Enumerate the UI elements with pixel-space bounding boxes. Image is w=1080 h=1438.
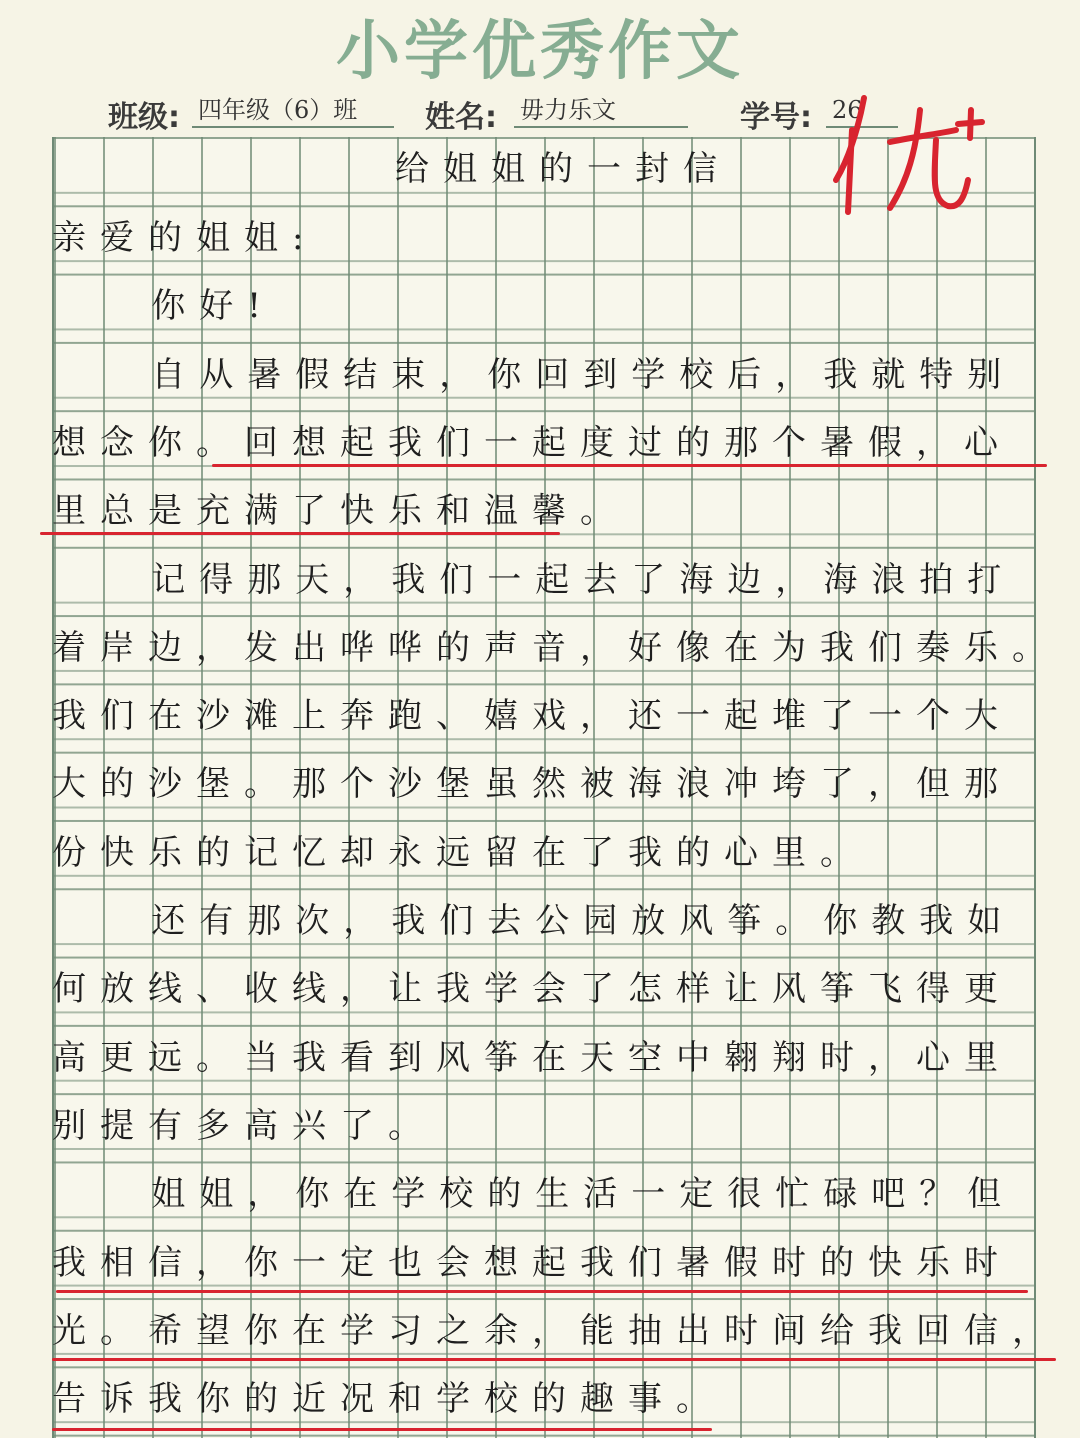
essay-line: 姐姐，你在学校的生活一定很忙碌吧？但 — [52, 1174, 1016, 1215]
red-underline — [56, 1290, 1028, 1293]
essay-title: 给姐姐的一封信 — [395, 149, 731, 189]
red-underline — [40, 532, 560, 535]
essay-line: 记得那天，我们一起去了海边，海浪拍打 — [52, 559, 1016, 600]
number-value: 26 — [826, 94, 898, 128]
essay-line: 你好! — [52, 286, 275, 327]
essay-line: 别提有多高兴了。 — [52, 1105, 436, 1146]
essay-line: 高更远。当我看到风筝在天空中翱翔时，心里 — [52, 1037, 1012, 1078]
essay-line: 还有那次，我们去公园放风筝。你教我如 — [52, 901, 1016, 941]
red-underline — [52, 1428, 712, 1431]
number-label: 学号: — [740, 100, 812, 135]
name-value: 毋力乐文 — [514, 94, 688, 128]
essay-line: 何放线、收线，让我学会了怎样让风筝飞得更 — [52, 969, 1012, 1010]
red-underline — [212, 464, 1047, 467]
class-value: 四年级（6）班 — [192, 94, 394, 128]
essay-line: 份快乐的记忆却永远留在了我的心里。 — [52, 832, 868, 873]
class-label: 班级: — [108, 100, 180, 135]
essay-line: 着岸边，发出哗哗的声音，好像在为我们奏乐。 — [52, 627, 1060, 668]
essay-line: 我相信，你一定也会想起我们暑假时的快乐时 — [52, 1242, 1012, 1283]
essay-line: 光。希望你在学习之余，能抽出时间给我回信， — [52, 1310, 1060, 1351]
essay-line: 我们在沙滩上奔跑、嬉戏，还一起堆了一个大 — [52, 696, 1012, 737]
essay-line: 亲爱的姐姐: — [52, 218, 318, 258]
page-title: 小学优秀作文 — [336, 15, 744, 89]
essay-line: 告诉我你的近况和学校的趣事。 — [52, 1379, 724, 1420]
essay-line: 里总是充满了快乐和温馨。 — [52, 491, 628, 532]
red-underline — [52, 1358, 1056, 1361]
essay-line: 想念你。回想起我们一起度过的那个暑假，心 — [52, 422, 1012, 463]
name-label: 姓名: — [425, 100, 497, 135]
essay-line: 大的沙堡。那个沙堡虽然被海浪冲垮了，但那 — [52, 764, 1012, 805]
grade-mark-you-plus — [828, 80, 1008, 230]
essay-line: 自从暑假结束，你回到学校后，我就特别 — [52, 354, 1016, 395]
